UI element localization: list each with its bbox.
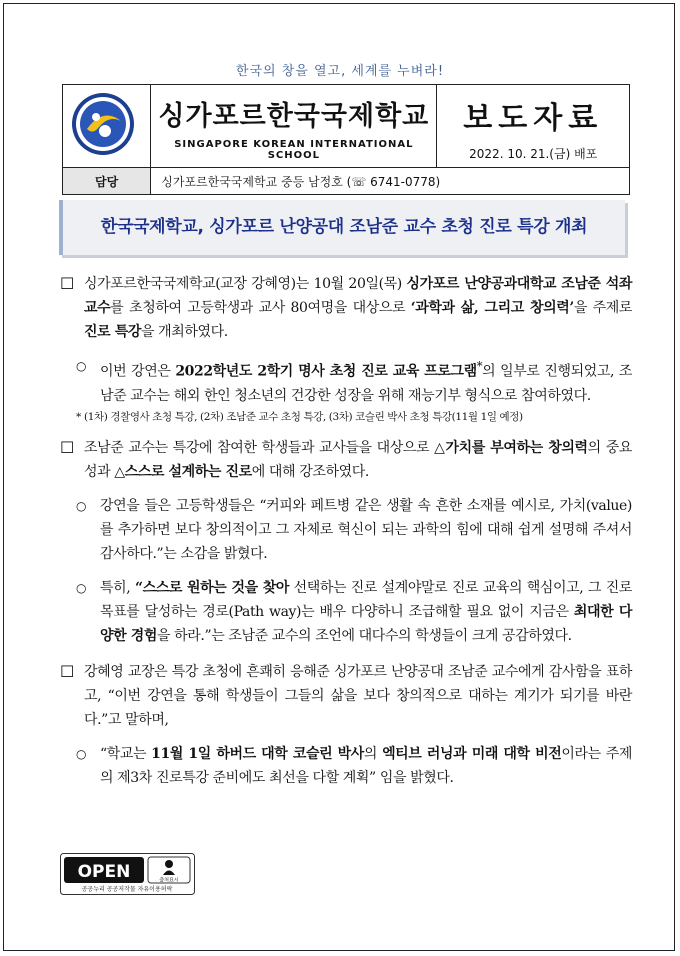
slogan: 한국의 창을 열고, 세계를 누벼라! — [235, 64, 445, 79]
circle-bullet-icon: ○ — [76, 359, 87, 373]
press-release-title: 보도자료 — [463, 100, 604, 136]
paragraph-3: ☐ 강혜영 교장은 특강 초청에 흔쾌히 응해준 싱가포르 난양공대 조남준 교수에게 감사함을 표하고, “이번 강연을 통해 학생들이 그들의 삶을 보다 창의적으로 대하는 계기가 되기를 바란다.”고 말하며, — [60, 661, 632, 728]
school-name-korean: 싱가포르한국국제학교 — [158, 100, 430, 132]
paragraph-2: ☐ 조남준 교수는 특강에 참여한 학생들과 교사들을 대상으로 △가치를 부여하는 창의력의 중요성과 △스스로 설계하는 진로에 대해 강조하였다. — [60, 437, 632, 480]
school-emblem-icon — [63, 85, 143, 163]
paragraph-1: ☐ 싱가포르한국국제학교(교장 강혜영)는 10월 20일(목) 싱가포르 난양공과대학교 조남준 석좌 교수를 초청하여 고등학생과 교사 80여명을 대상으로 ‘과학과 삶, 그리고 창의력’을 주제로 진로 특강을 개최하였다. — [60, 274, 633, 340]
school-name-cell — [151, 85, 437, 168]
contact-label: 담당 — [63, 168, 151, 195]
person-icon — [165, 860, 173, 868]
circle-bullet-icon: ○ — [76, 746, 87, 761]
square-bullet-icon: ☐ — [60, 274, 74, 293]
kogl-open-badge — [60, 853, 195, 895]
badge-caption: 공공누리 공공저작물 자유이용허락 — [81, 886, 173, 893]
square-bullet-icon: ☐ — [60, 437, 74, 457]
article-body — [58, 272, 632, 790]
press-title-cell — [437, 85, 630, 168]
paragraph-2a: ○ 강연을 들은 고등학생들은 “커피와 페트병 같은 생활 속 흔한 소재를 예시로, 가치(value)를 추가하면 보다 창의적이고 그 자체로 혁신이 되는 과학의 힘에 대해 쉽게 설명해 주셔서 감사하다.”는 소감을 밝혔다. — [58, 494, 632, 566]
square-bullet-icon: ☐ — [60, 661, 74, 681]
press-header — [62, 84, 630, 195]
paragraph-2b: ○ 특히, “스스로 원하는 것을 찾아 선택하는 진로 설계야말로 진로 교육의 핵심이고, 그 진로 목표를 달성하는 경로(Path way)는 배우 다양하니 조급해할 필요 없이 지금은 최대한 다양한 경험을 하라.”는 조남준 교수의 조언에 대다수의 학생들이 크게 공감하였다. — [58, 576, 632, 648]
paragraph-3a: ○ “학교는 11월 1일 하버드 대학 코슬린 박사의 엑티브 러닝과 미래 대학 비전이라는 주제의 제3차 진로특강 준비에도 최선을 다할 계획” 임을 밝혔다. — [58, 742, 632, 790]
release-date: 2022. 10. 21.(금) 배포 — [469, 146, 598, 161]
footnote: * (1차) 경찰영사 초청 특강, (2차) 조남준 교수 초청 특강, (3차) 코슬린 박사 초청 특강(11월 1일 예정) — [76, 410, 523, 423]
circle-bullet-icon: ○ — [76, 498, 87, 513]
school-logo — [63, 85, 151, 168]
paragraph-1a: ○ 이번 강연은 2022학년도 2학기 명사 초청 진로 교육 프로그램*의 일부로 진행되었고, 조남준 교수는 해외 한인 청소년의 건강한 성장을 위해 재능기부 형식으로 참여하였다. — [58, 354, 632, 408]
school-name-english: SINGAPORE KOREAN INTERNATIONAL SCHOOL — [174, 138, 414, 161]
circle-bullet-icon: ○ — [76, 580, 87, 595]
contact-info: 싱가포르한국국제학교 중등 남정호 (☏ 6741-0778) — [151, 168, 630, 195]
headline: 한국국제학교, 싱가포르 난양공대 조남준 교수 초청 진로 특강 개최 — [59, 200, 625, 255]
open-text: OPEN — [77, 862, 131, 882]
badge-type: 출처표시 — [159, 877, 179, 884]
